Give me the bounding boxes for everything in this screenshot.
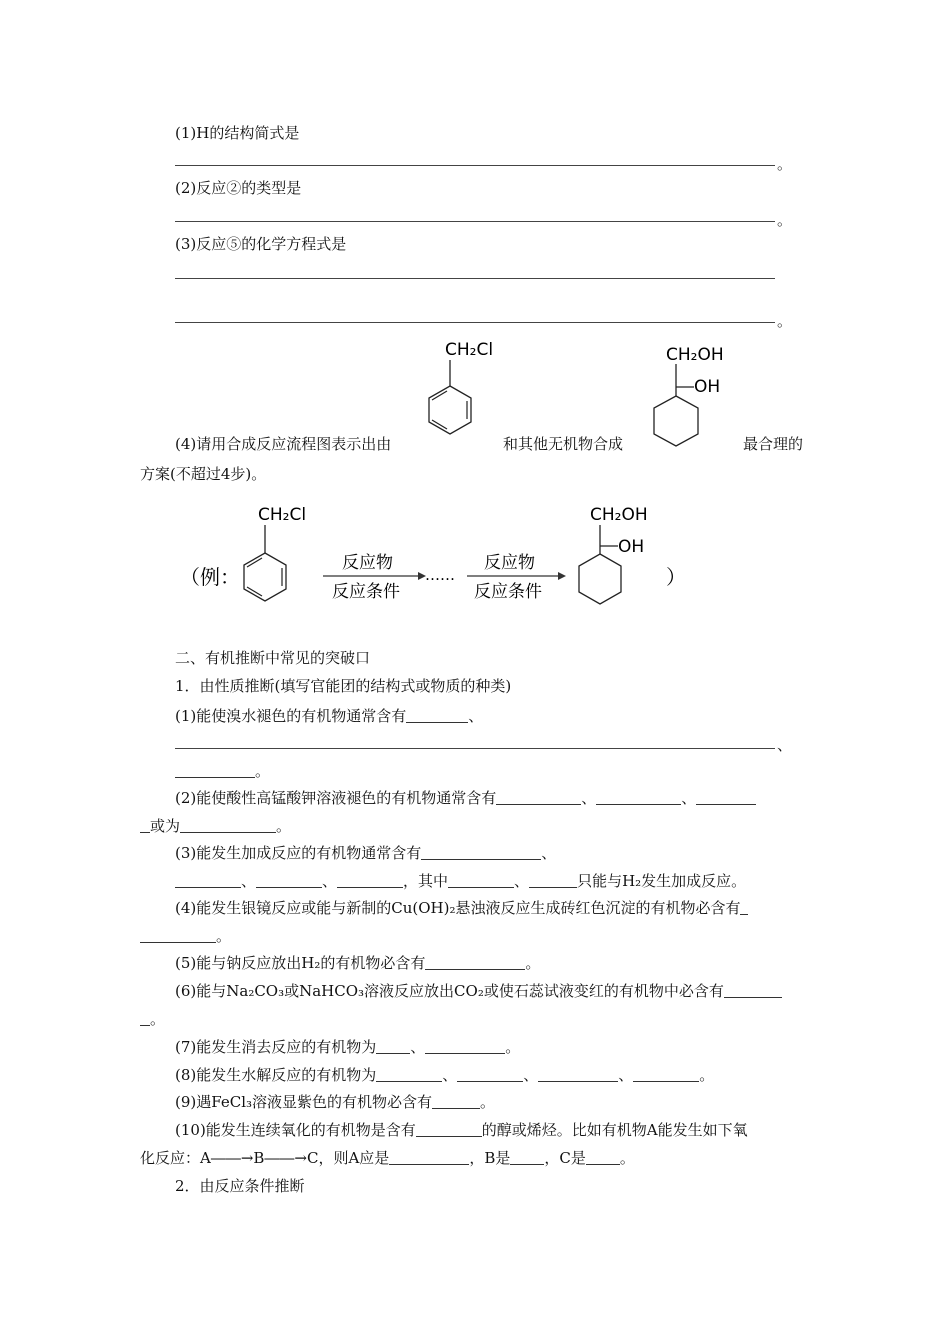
blank[interactable] [421, 845, 541, 860]
question-4-text-c: 最合理的 [743, 435, 804, 453]
item-9 [175, 1092, 495, 1112]
question-2 [175, 178, 301, 198]
section-heading [175, 648, 370, 668]
arrow2-reagent: 反应物 [484, 553, 535, 573]
item-8-text: (8)能发生水解反应的有机物为 [175, 1066, 377, 1084]
blank[interactable] [586, 1150, 620, 1165]
separator: 、 [322, 872, 338, 890]
period: 。 [777, 312, 793, 330]
period: 。 [480, 1093, 496, 1111]
blank[interactable] [740, 900, 748, 915]
item-5 [175, 953, 540, 973]
question-4-line1 [175, 434, 391, 454]
blank[interactable] [596, 790, 681, 805]
subsection-2 [175, 1176, 305, 1196]
blank[interactable] [633, 1067, 699, 1082]
blank[interactable] [425, 1039, 505, 1054]
question-1-text: (1)H的结构简式是 [175, 124, 300, 142]
example-close: ） [666, 565, 686, 589]
item-3-end: 只能与H₂发生加成反应。 [577, 872, 747, 890]
separator: 、 [241, 872, 257, 890]
blank[interactable] [140, 928, 216, 943]
question-1 [175, 123, 299, 143]
blank[interactable] [448, 873, 514, 888]
answer-line-3a[interactable] [175, 278, 775, 279]
item-6-cont [140, 1009, 165, 1029]
blank[interactable] [389, 1150, 469, 1165]
ch2cl-label: CH₂Cl [445, 340, 494, 360]
subsection-2-text: 2．由反应条件推断 [175, 1177, 305, 1195]
item-8 [175, 1065, 714, 1085]
item-10-b-is: ，B是 [469, 1149, 511, 1167]
blank[interactable] [510, 1150, 544, 1165]
section-heading-text: 二、有机推断中常见的突破口 [175, 649, 371, 667]
item-9-text: (9)遇FeCl₃溶液显紫色的有机物必含有 [175, 1093, 433, 1111]
blank[interactable] [529, 873, 577, 888]
separator: 、 [410, 1038, 426, 1056]
separator: 、 [618, 1066, 634, 1084]
item-3-cont [175, 871, 746, 891]
item-5-text: (5)能与钠反应放出H₂的有机物必含有 [175, 954, 426, 972]
separator: 、 [777, 736, 793, 754]
blank[interactable] [256, 873, 322, 888]
separator: 、 [468, 707, 484, 725]
item-4-text: (4)能发生银镜反应或能与新制的Cu(OH)₂悬浊液反应生成砖红色沉淀的有机物必含有 [175, 899, 741, 917]
period: 。 [777, 211, 793, 229]
separator: 、 [541, 844, 557, 862]
blank[interactable] [538, 1067, 618, 1082]
question-4-mid [503, 434, 623, 454]
item-10-text-b: 的醇或烯烃。比如有机物A能发生如下氧 [481, 1121, 748, 1139]
question-4-end [743, 434, 803, 454]
item-10-cont [140, 1148, 635, 1168]
item-2 [175, 788, 756, 808]
period: 。 [619, 1149, 635, 1167]
item-10 [175, 1120, 748, 1140]
blank[interactable] [140, 818, 150, 833]
example-oh: OH [618, 537, 645, 557]
item-7 [175, 1037, 520, 1057]
item-3 [175, 843, 556, 863]
oh-label: OH [694, 377, 721, 397]
subsection-1 [175, 676, 511, 696]
item-1 [175, 706, 483, 726]
item-6 [175, 981, 782, 1001]
blank[interactable] [457, 1067, 523, 1082]
blank[interactable] [724, 983, 782, 998]
blank[interactable] [496, 790, 581, 805]
item-3-text: (3)能发生加成反应的有机物通常含有 [175, 844, 422, 862]
question-4-text-a: (4)请用合成反应流程图表示出由 [175, 435, 392, 453]
item-7-text: (7)能发生消去反应的有机物为 [175, 1038, 377, 1056]
item-4-cont [140, 926, 231, 946]
blank[interactable] [376, 1039, 410, 1054]
blank[interactable] [180, 818, 276, 833]
period: 。 [255, 762, 271, 780]
example-open: （例： [180, 565, 240, 589]
item-4 [175, 898, 748, 918]
blank[interactable] [416, 1122, 482, 1137]
item-2-or: 或为 [150, 817, 181, 835]
question-4-text-b: 和其他无机物合成 [503, 435, 624, 453]
question-3 [175, 234, 346, 254]
item-1-text: (1)能使溴水褪色的有机物通常含有 [175, 707, 407, 725]
item-6-text: (6)能与Na₂CO₃或NaHCO₃溶液反应放出CO₂或使石蕊试液变红的有机物中必含有 [175, 982, 724, 1000]
ch2oh-label: CH₂OH [666, 345, 724, 365]
period: 。 [699, 1066, 715, 1084]
blank[interactable] [337, 873, 403, 888]
period: 。 [777, 155, 793, 173]
benzyl-chloride-structure [420, 336, 510, 446]
answer-line[interactable] [175, 748, 775, 749]
answer-line-2[interactable] [175, 221, 775, 222]
blank[interactable] [376, 1067, 442, 1082]
question-4-text-d: 方案(不超过4步)。 [140, 465, 267, 483]
item-2-cont [140, 816, 291, 836]
question-3-text: (3)反应⑤的化学方程式是 [175, 235, 347, 253]
question-4-line2 [140, 464, 266, 484]
blank[interactable] [175, 763, 255, 778]
example-dots: …… [425, 566, 455, 584]
blank[interactable] [406, 708, 468, 723]
period: 。 [216, 927, 232, 945]
example-ch2cl: CH₂Cl [258, 505, 307, 525]
cyclohexanediol-structure [640, 340, 750, 460]
subsection-1-text: 1．由性质推断(填写官能团的结构式或物质的种类) [175, 677, 512, 695]
separator: 、 [681, 789, 697, 807]
period: 。 [276, 817, 292, 835]
blank[interactable] [696, 790, 756, 805]
item-10-text-a: (10)能发生连续氧化的有机物是含有 [175, 1121, 416, 1139]
blank[interactable] [432, 1094, 480, 1109]
blank[interactable] [175, 873, 241, 888]
question-2-text: (2)反应②的类型是 [175, 179, 302, 197]
separator: 、 [523, 1066, 539, 1084]
arrow1-condition: 反应条件 [332, 582, 400, 602]
item-2-text: (2)能使酸性高锰酸钾溶液褪色的有机物通常含有 [175, 789, 497, 807]
arrow1-reagent: 反应物 [342, 553, 393, 573]
separator: 、 [581, 789, 597, 807]
blank[interactable] [140, 1011, 150, 1026]
blank[interactable] [425, 955, 525, 970]
separator: 、 [514, 872, 530, 890]
period: 。 [150, 1010, 166, 1028]
item-3-mid: ，其中 [403, 872, 449, 890]
answer-line-3b[interactable] [175, 322, 775, 323]
arrow2-condition: 反应条件 [474, 582, 542, 602]
answer-line-1[interactable] [175, 165, 775, 166]
example-ch2oh: CH₂OH [590, 505, 648, 525]
item-1-cont [175, 761, 270, 781]
item-10-text-c: 化反应：A――→B――→C，则A应是 [140, 1149, 390, 1167]
period: 。 [505, 1038, 521, 1056]
example-flow-diagram [180, 498, 700, 618]
item-10-c-is: ，C是 [544, 1149, 586, 1167]
separator: 、 [442, 1066, 458, 1084]
period: 。 [525, 954, 541, 972]
